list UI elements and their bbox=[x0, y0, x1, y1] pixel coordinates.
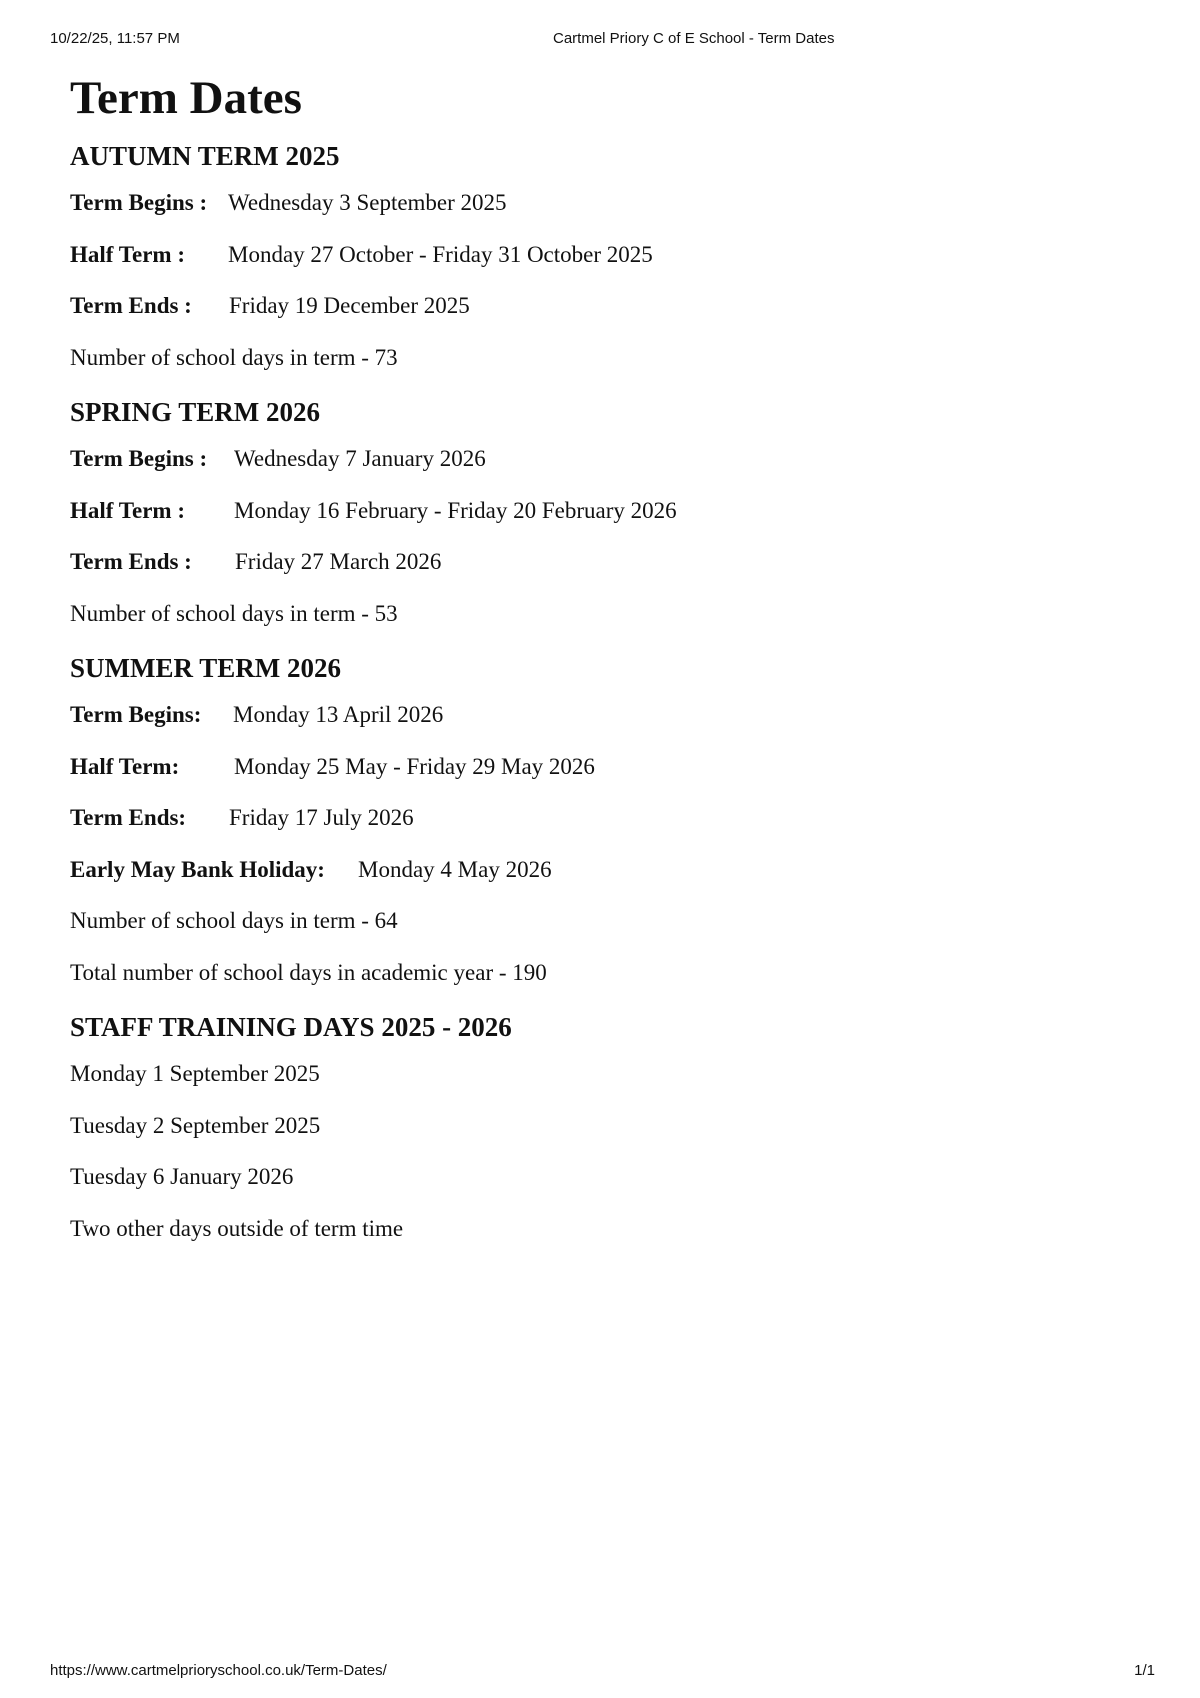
half-term-value: Monday 25 May - Friday 29 May 2026 bbox=[234, 753, 595, 779]
training-day: Tuesday 2 September 2025 bbox=[70, 1112, 321, 1138]
spring-term-section bbox=[70, 394, 1130, 629]
term-begins-label: Term Begins: bbox=[70, 702, 202, 727]
half-term-row bbox=[70, 240, 1130, 270]
print-header bbox=[0, 30, 1200, 50]
half-term-label: Half Term : bbox=[70, 497, 185, 523]
half-term-label: Half Term: bbox=[70, 753, 180, 779]
main-content bbox=[70, 66, 1130, 1265]
half-term-value: Monday 16 February - Friday 20 February 2026 bbox=[234, 497, 677, 523]
term-begins-row bbox=[70, 188, 1130, 218]
term-begins-value: Wednesday 7 January 2026 bbox=[234, 446, 486, 471]
bank-holiday-row bbox=[70, 855, 1130, 885]
term-begins-label: Term Begins : bbox=[70, 446, 208, 471]
page-title: Term Dates bbox=[70, 72, 302, 124]
term-ends-row bbox=[70, 291, 1130, 321]
term-ends-value: Friday 19 December 2025 bbox=[229, 293, 470, 318]
print-page-title: Cartmel Priory C of E School - Term Dates bbox=[553, 30, 835, 47]
term-ends-value: Friday 17 July 2026 bbox=[229, 805, 414, 830]
half-term-row bbox=[70, 752, 1130, 782]
autumn-term-heading: AUTUMN TERM 2025 bbox=[70, 141, 340, 171]
term-ends-label: Term Ends : bbox=[70, 549, 192, 574]
term-begins-value: Wednesday 3 September 2025 bbox=[228, 190, 507, 215]
staff-training-heading: STAFF TRAINING DAYS 2025 - 2026 bbox=[70, 1012, 512, 1042]
school-days-count: Number of school days in term - 73 bbox=[70, 344, 398, 370]
training-day: Monday 1 September 2025 bbox=[70, 1061, 320, 1086]
autumn-term-section bbox=[70, 138, 1130, 373]
term-ends-label: Term Ends: bbox=[70, 805, 187, 830]
term-ends-label: Term Ends : bbox=[70, 293, 192, 318]
bank-holiday-label: Early May Bank Holiday: bbox=[70, 856, 325, 882]
term-begins-row bbox=[70, 700, 1130, 730]
half-term-label: Half Term : bbox=[70, 241, 185, 267]
term-begins-label: Term Begins : bbox=[70, 190, 208, 215]
school-days-count: Number of school days in term - 53 bbox=[70, 600, 398, 626]
staff-training-section bbox=[70, 1009, 1130, 1244]
print-datetime: 10/22/25, 11:57 PM bbox=[50, 30, 180, 47]
print-url: https://www.cartmelprioryschool.co.uk/Term-Dates/ bbox=[50, 1662, 387, 1679]
summer-term-heading: SUMMER TERM 2026 bbox=[70, 653, 342, 683]
half-term-row bbox=[70, 496, 1130, 526]
term-ends-value: Friday 27 March 2026 bbox=[235, 549, 442, 574]
half-term-value: Monday 27 October - Friday 31 October 2025 bbox=[228, 241, 653, 267]
print-footer bbox=[0, 1662, 1200, 1682]
print-page-number: 1/1 bbox=[1134, 1662, 1155, 1679]
term-ends-row bbox=[70, 547, 1130, 577]
bank-holiday-value: Monday 4 May 2026 bbox=[358, 856, 552, 882]
training-day: Tuesday 6 January 2026 bbox=[70, 1164, 294, 1189]
term-begins-value: Monday 13 April 2026 bbox=[233, 702, 444, 727]
school-days-count: Number of school days in term - 64 bbox=[70, 908, 398, 933]
summer-term-section bbox=[70, 650, 1130, 988]
term-ends-row bbox=[70, 803, 1130, 833]
spring-term-heading: SPRING TERM 2026 bbox=[70, 397, 321, 427]
term-begins-row bbox=[70, 444, 1130, 474]
training-day-note: Two other days outside of term time bbox=[70, 1215, 404, 1241]
total-school-days: Total number of school days in academic year - 190 bbox=[70, 959, 547, 985]
